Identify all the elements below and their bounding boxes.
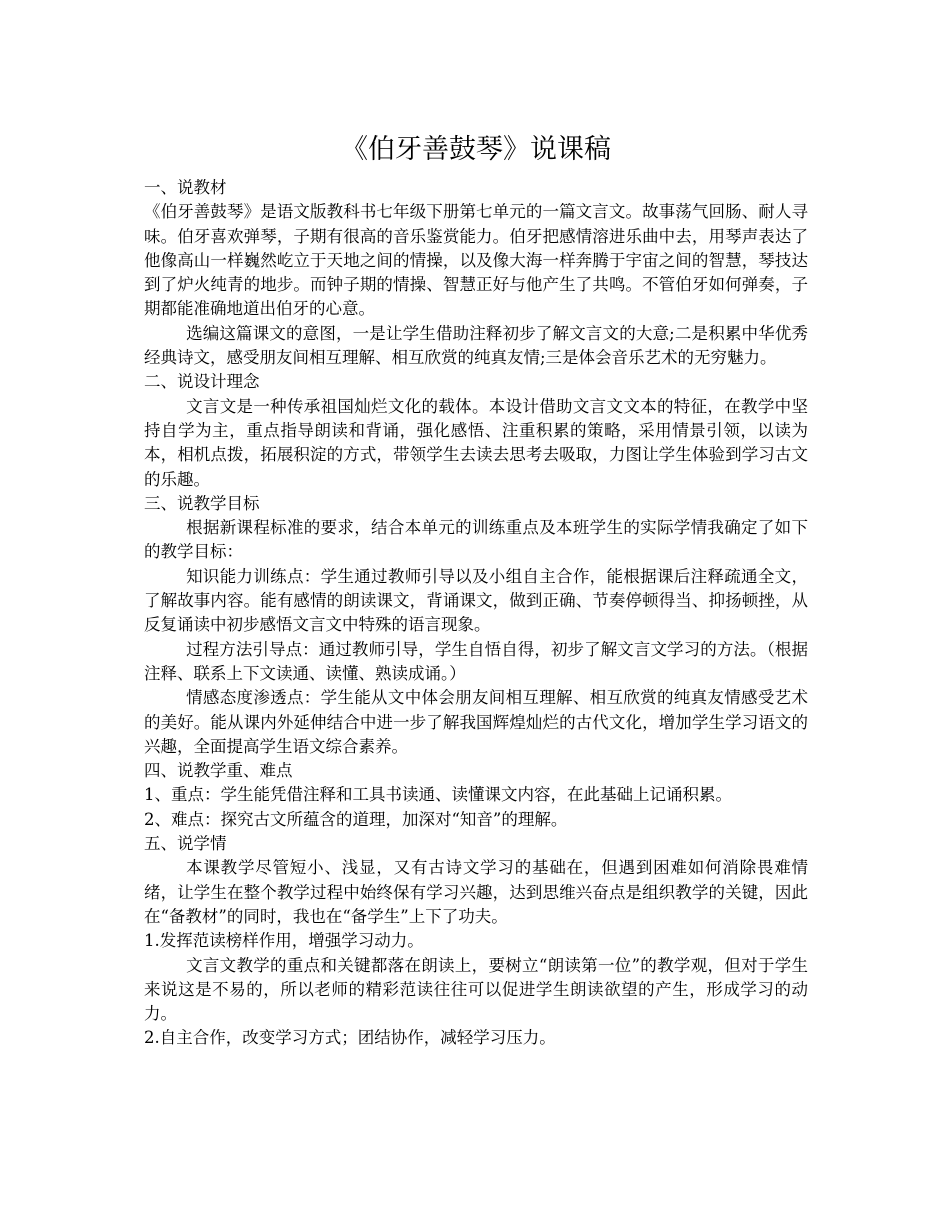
paragraph-goal-knowledge: 知识能力训练点：学生通过教师引导以及小组自主合作，能根据课后注释疏通全文，了解故事内容。能有感情的朗读课文，背诵课文，做到正确、节奏停顿得当、抑扬顿挫，从反复诵读中初步感悟文言文中特殊的语言现象。 bbox=[144, 566, 808, 635]
heading-learning-situation: 五、说学情 bbox=[144, 834, 227, 854]
list-item-cooperation: 2.自主合作，改变学习方式；团结协作，减轻学习压力。 bbox=[144, 1028, 556, 1048]
paragraph-difficult-point: 2、难点：探究古文所蕴含的道理，加深对“知音”的理解。 bbox=[144, 809, 568, 829]
paragraph-key-point: 1、重点：学生能凭借注释和工具书读通、读懂课文内容，在此基础上记诵积累。 bbox=[144, 785, 732, 805]
heading-teaching-goals: 三、说教学目标 bbox=[144, 493, 260, 513]
document-title: 《伯牙善鼓琴》说课稿 bbox=[341, 134, 611, 165]
heading-textbook: 一、说教材 bbox=[144, 178, 227, 197]
list-item-model-reading: 1.发挥范读榜样作用，增强学习动力。 bbox=[144, 931, 424, 951]
paragraph-design-concept: 文言文是一种传承祖国灿烂文化的载体。本设计借助文言文文本的特征，在教学中坚持自学为主，重点指导朗读和背诵，强化感悟、注重积累的策略，采用情景引领，以读为本，相机点拨，拓展积淀的方式，带领学生去读去思考去吸取，力图让学生体验到学习古文的乐趣。 bbox=[144, 396, 808, 489]
paragraph-model-reading: 文言文教学的重点和关键都落在朗读上，要树立“朗读第一位”的教学观，但对于学生来说这是不易的，所以老师的精彩范读往往可以促进学生朗读欲望的产生，形成学习的动力。 bbox=[144, 955, 808, 1024]
heading-design-concept: 二、说设计理念 bbox=[144, 372, 260, 392]
paragraph-selection-intent: 选编这篇课文的意图，一是让学生借助注释初步了解文言文的大意;二是积累中华优秀经典诗文，感受朋友间相互理解、相互欣赏的纯真友情;三是体会音乐艺术的无穷魅力。 bbox=[144, 323, 808, 368]
paragraph-learning-situation: 本课教学尽管短小、浅显，又有古诗文学习的基础在，但遇到困难如何消除畏难情绪，让学生在整个教学过程中始终保有学习兴趣，达到思维兴奋点是组织教学的关键，因此在“备教材”的同时，我也在“备学生”上下了功夫。 bbox=[144, 858, 808, 926]
paragraph-textbook-intro: 《伯牙善鼓琴》是语文版教科书七年级下册第七单元的一篇文言文。故事荡气回肠、耐人寻味。伯牙喜欢弹琴，子期有很高的音乐鉴赏能力。伯牙把感情溶进乐曲中去，用琴声表达了他像高山一样巍然屹立于天地之间的情操，以及像大海一样奔腾于宇宙之间的智慧，琴技达到了炉火纯青的地步。而钟子期的情操、智慧正好与他产生了共鸣。不管伯牙如何弹奏，子期都能准确地道出伯牙的心意。 bbox=[144, 202, 808, 319]
paragraph-goal-emotion: 情感态度渗透点：学生能从文中体会朋友间相互理解、相互欣赏的纯真友情感受艺术的美好。能从课内外延伸结合中进一步了解我国辉煌灿烂的古代文化，增加学生学习语文的兴趣，全面提高学生语文综合素养。 bbox=[144, 688, 808, 756]
paragraph-goals-intro: 根据新课程标准的要求，结合本单元的训练重点及本班学生的实际学情我确定了如下的教学目标： bbox=[144, 518, 808, 562]
paragraph-goal-process: 过程方法引导点：通过教师引导，学生自悟自得，初步了解文言文学习的方法。（根据注释、联系上下文读通、读懂、熟读成诵。） bbox=[144, 639, 808, 683]
heading-key-difficult-points: 四、说教学重、难点 bbox=[144, 761, 293, 781]
document-page bbox=[144, 132, 808, 1051]
